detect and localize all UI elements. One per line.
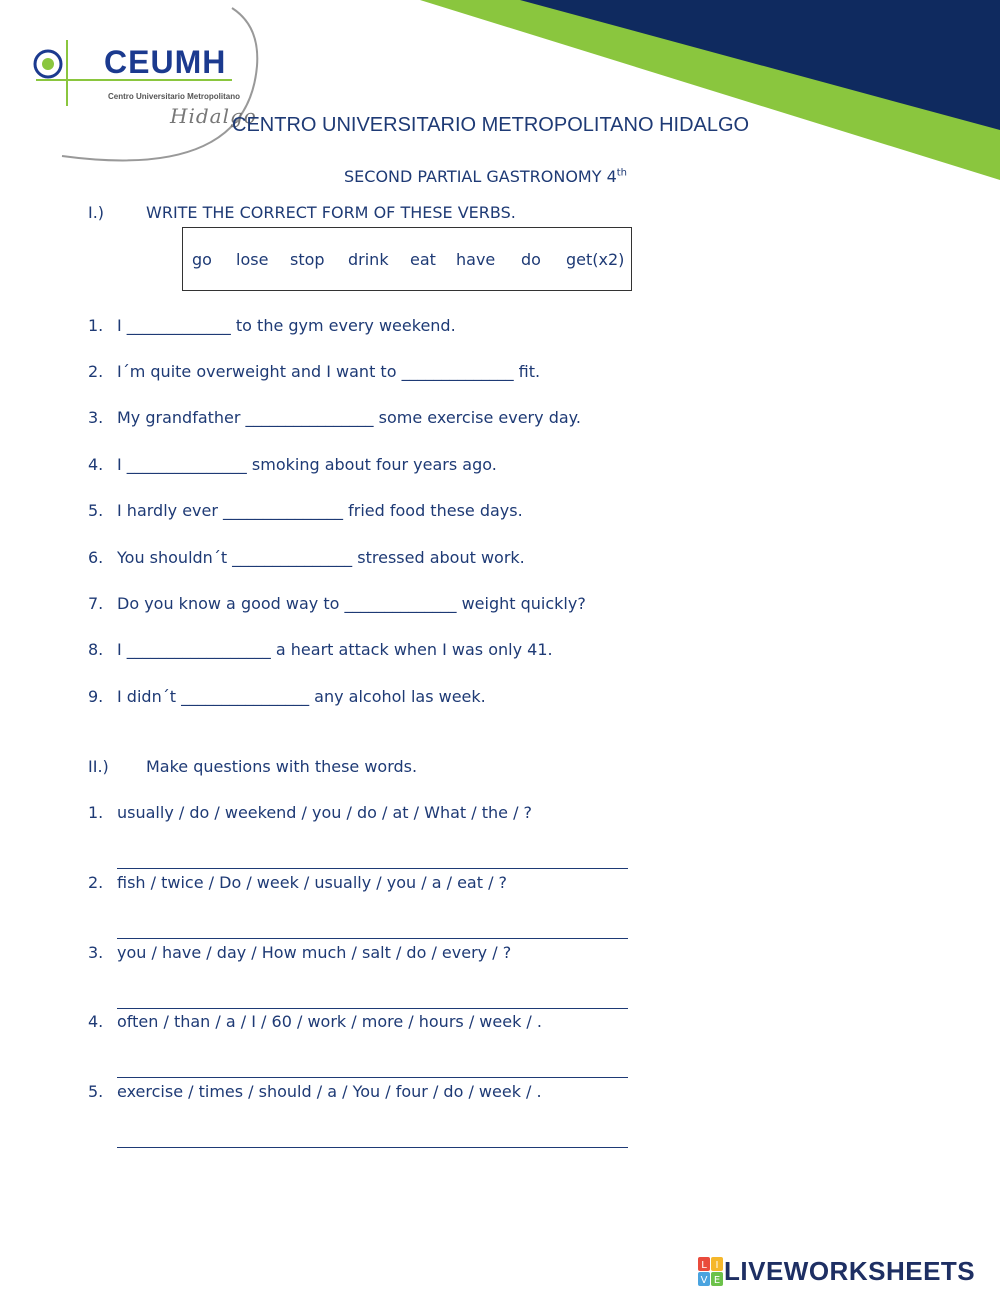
verb-word: lose xyxy=(236,250,269,269)
verb-word: have xyxy=(456,250,496,269)
item-number: 8. xyxy=(88,640,104,659)
item-text: fish / twice / Do / week / usually / you / a / eat / ? xyxy=(117,873,508,892)
university-title: CENTRO UNIVERSITARIO METROPOLITANO HIDALGO xyxy=(232,114,750,136)
section2-item xyxy=(88,803,532,822)
ceumh-logo xyxy=(32,6,262,166)
item-number: 1. xyxy=(88,316,104,335)
section1-item xyxy=(88,316,456,335)
item-number: 6. xyxy=(88,548,104,567)
item-text: I _______________ smoking about four years ago. xyxy=(117,455,497,474)
item-number: 9. xyxy=(88,687,104,706)
section1-item xyxy=(88,408,581,427)
liveworksheets-brand[interactable] xyxy=(698,1256,975,1287)
verb-word: stop xyxy=(290,250,325,269)
badge-letter: I xyxy=(715,1259,719,1271)
section1-item xyxy=(88,640,553,659)
item-text: you / have / day / How much / salt / do / every / ? xyxy=(117,943,512,962)
section1-item xyxy=(88,548,525,567)
badge-letter: E xyxy=(713,1274,721,1286)
section1-item xyxy=(88,594,586,613)
logo-subtitle: Centro Universitario Metropolitano xyxy=(108,92,241,101)
brand-text: LIVEWORKSHEETS xyxy=(724,1256,976,1286)
item-number: 5. xyxy=(88,501,104,520)
answer-line[interactable] xyxy=(117,1147,628,1148)
section1-number: I.) xyxy=(88,203,105,222)
section1-title: WRITE THE CORRECT FORM OF THESE VERBS. xyxy=(146,203,516,222)
item-number: 3. xyxy=(88,943,104,962)
item-text: exercise / times / should / a / You / four / do / week / . xyxy=(117,1082,542,1101)
exam-title-text: SECOND PARTIAL GASTRONOMY 4 xyxy=(344,167,617,186)
verb-box xyxy=(182,227,632,291)
item-text: You shouldn´t _______________ stressed about work. xyxy=(117,548,525,567)
answer-line[interactable] xyxy=(117,938,628,939)
section2-item xyxy=(88,1012,542,1031)
verb-word: do xyxy=(521,250,541,269)
item-text: Do you know a good way to ______________ weight quickly? xyxy=(117,594,586,613)
item-text: I __________________ a heart attack when I was only 41. xyxy=(117,640,553,659)
item-number: 1. xyxy=(88,803,104,822)
badge-letter: V xyxy=(700,1274,708,1286)
section1-item xyxy=(88,687,486,706)
verb-word: get(x2) xyxy=(566,250,625,269)
section2-item xyxy=(88,873,507,892)
badge-letter: L xyxy=(701,1259,707,1271)
item-number: 4. xyxy=(88,1012,104,1031)
answer-line[interactable] xyxy=(117,1077,628,1078)
item-text: My grandfather ________________ some exercise every day. xyxy=(117,408,581,427)
verb-word: go xyxy=(192,250,212,269)
item-number: 3. xyxy=(88,408,104,427)
item-number: 2. xyxy=(88,362,104,381)
item-number: 7. xyxy=(88,594,104,613)
item-text: I _____________ to the gym every weekend. xyxy=(117,316,456,335)
answer-line[interactable] xyxy=(117,868,628,869)
verb-word: eat xyxy=(410,250,436,269)
section1-item xyxy=(88,362,540,381)
item-text: often / than / a / I / 60 / work / more / hours / week / . xyxy=(117,1012,542,1031)
verb-word: drink xyxy=(348,250,389,269)
section2-heading xyxy=(88,757,417,776)
answer-line[interactable] xyxy=(117,1008,628,1009)
item-text: usually / do / weekend / you / do / at / What / the / ? xyxy=(117,803,533,822)
exam-title xyxy=(344,167,627,186)
section1-heading xyxy=(88,203,516,222)
item-text: I´m quite overweight and I want to ______________ fit. xyxy=(117,362,541,381)
liveworksheets-badge-icon xyxy=(698,1257,724,1287)
section2-item xyxy=(88,943,511,962)
item-number: 5. xyxy=(88,1082,104,1101)
logo-name: CEUMH xyxy=(104,44,227,80)
section1-item xyxy=(88,501,523,520)
section2-number: II.) xyxy=(88,757,109,776)
item-text: I didn´t ________________ any alcohol las week. xyxy=(117,687,486,706)
section2-item xyxy=(88,1082,542,1101)
exam-title-sup: th xyxy=(616,167,628,179)
logo-script: Hidalgo xyxy=(170,104,257,128)
item-number: 4. xyxy=(88,455,104,474)
section1-item xyxy=(88,455,497,474)
item-number: 2. xyxy=(88,873,104,892)
section2-title: Make questions with these words. xyxy=(146,757,418,776)
item-text: I hardly ever _______________ fried food these days. xyxy=(117,501,523,520)
